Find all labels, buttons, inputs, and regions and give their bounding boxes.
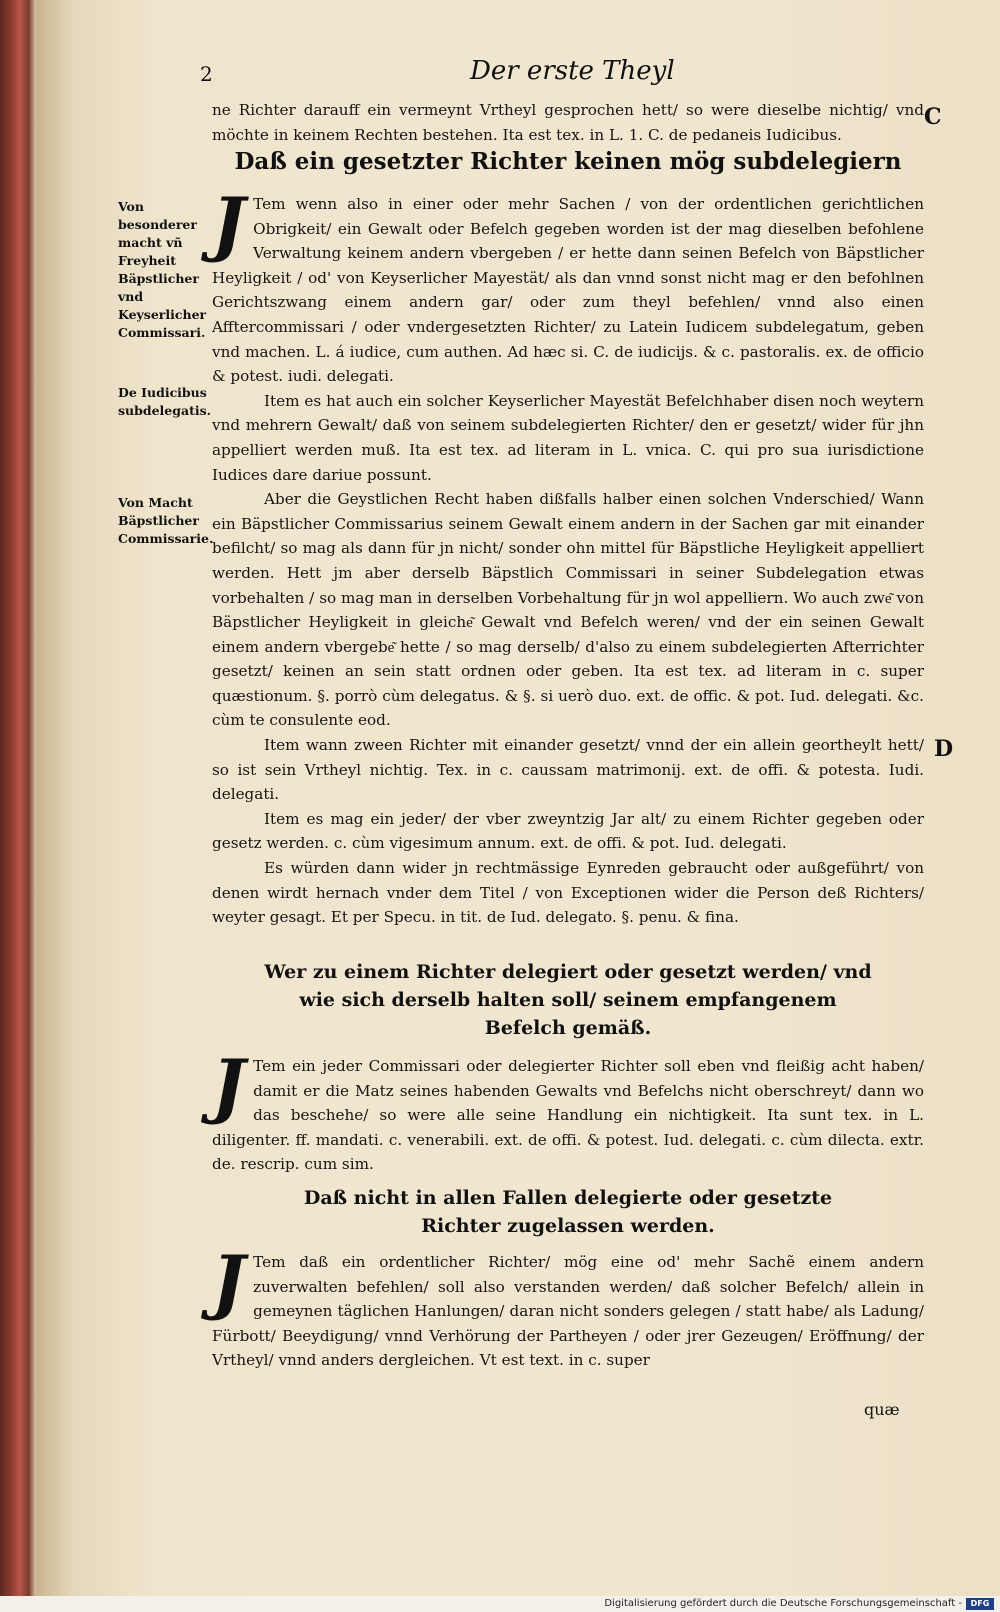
running-head: Der erste Theyl [470,56,675,86]
margin-note-3: Von Macht Bäpstlicher Commissarie. [118,495,214,546]
footer-bar [0,1596,1000,1612]
section-2-body [212,1044,924,1177]
paragraph-5: Item es mag ein jeder/ der vber zweyntzig Jar alt/ zu einem Richter gegeben oder gesetz werden. c. cùm vigesimum annum. ext. de offi. & pot. Iud. delegati. [212,809,924,853]
intro-text [212,98,924,147]
margin-note-1: Von besonderer macht vñ Freyheit Bäpstlicher vnd Keyserlicher Commissari. [118,199,207,340]
catchword: quæ [864,1400,900,1419]
paragraph-4: Item wann zween Richter mit einander gesetzt/ vnnd der ein allein geortheylt hett/ so ist sein Vrtheyl nichtig. Tex. in c. caussam matrimonij. ext. de offi. & potesta. Iudi. delegati. [212,736,924,804]
section-1-body [212,182,924,930]
section-heading-1: Daß ein gesetzter Richter keinen mög subdelegiern [234,148,902,175]
section-heading-2: Wer zu einem Richter delegiert oder gesetzt werden/ vnd wie sich derselb halten soll/ seinem empfangenem Befelch gemäß. [264,961,872,1039]
dfg-logo: DFG [966,1598,994,1610]
paragraph-7: J Tem ein jeder Commissari oder delegierter Richter soll eben vnd fleißig acht haben/ damit er die Matz seines habenden Gewalts vnd Befelchs nicht oberschreyt/ dann wo das beschehe/ so were alle seine Handlung ein nichtigkeit. Ita sunt tex. in L. diligenter. ff. mandati. c. venerabili. ext. de offi. & potest. Iud. delegati. c. cùm dilecta. extr. de. rescrip. cum sim. [212,1044,924,1174]
drop-initial-3: J [212,1240,246,1323]
paragraph-2: Item es hat auch ein solcher Keyserlicher Mayestät Befelchhaber disen noch weytern vnd mehrern Gewalt/ daß von seinem subdelegierten Richter/ den er gesetzt/ wider für jhn appelliert werden muß. Ita est tex. ad literam in L. vnica. C. qui pro sua iurisdictione Iudices dare dariue possunt. [212,391,924,484]
book-spine [0,0,36,1596]
paragraph-3: Aber die Geystlichen Recht haben dißfalls halber einen solchen Vnderschied/ Wann ein Bäpstlicher Commissarius seinem Gewalt einem andern in der Sachen gar mit einander befilcht/ so mag als dann für jn nicht/ sonder ohn mittel für Bäpstliche Heyligkeit appelliert werden. Hett jm aber derselb Bäpstlich Commissari in seiner Subdelegation etwas vorbehalten / so mag man in derselben Vorbehaltung für jn wol appelliern. Wo auch zwe͂ von Bäpstlicher Heyligkeit in gleiche͂ Gewalt vnd Befelch weren/ vnd der ein seinen Gewalt einem andern vbergebe͂ hette / so mag derselb/ d'also zu einem subdelegierten Afterrichter gesetzt/ keinen an sein statt ordnen oder geben. Ita est tex. ad literam in c. super quæstionum. §. porrò cùm delegatus. & §. si uerò duo. ext. de offic. & pot. Iud. delegati. &c. cùm te consulente eod. [212,490,924,730]
intro-paragraph: ne Richter darauff ein vermeynt Vrtheyl gesprochen hett/ so were dieselbe nichtig/ vnd möchte in keinem Rechten bestehen. Ita est tex. in L. 1. C. de pedaneis Iudicibus. [212,101,924,144]
section-3-body [212,1240,924,1373]
drop-initial-2: J [212,1044,246,1127]
footer-credit: Digitalisierung gefördert durch die Deutsche Forschungsgemeinschaft - [604,1598,962,1609]
section-heading-3: Daß nicht in allen Fallen delegierte oder gesetzte Richter zugelassen werden. [303,1187,833,1237]
paragraph-8: J Tem daß ein ordentlicher Richter/ mög eine od' mehr Sachẽ einem andern zuverwalten befehlen/ soll also verstanden werden/ daß solcher Befelch/ allein in gemeynen täglichen Hanlungen/ daran nicht sonders gelegen / statt habe/ als Ladung/ Fürbott/ Beeydigung/ vnnd Verhörung der Partheyen / oder jrer Gezeugen/ Eröffnung/ der Vrtheyl/ vnnd anders dergleichen. Vt est text. in c. super [212,1240,924,1370]
edge-mark-c: C [924,104,942,130]
paragraph-6: Es würden dann wider jn rechtmässige Eynreden gebraucht oder außgeführt/ von denen wirdt hernach vnder dem Titel / von Exceptionen wider die Person deß Richters/ weyter gesagt. Et per Specu. in tit. de Iud. delegato. §. penu. & fina. [212,859,924,927]
drop-initial-1: J [212,182,246,265]
paragraph-1: J Tem wenn also in einer oder mehr Sachen / von der ordentlichen gerichtlichen Obrigkeit/ ein Gewalt oder Befelch gegeben worden ist der mag dieselben befohlene Verwaltung keinem andern vbergeben / er hette dann seinen Befelch von Bäpstlicher Heyligkeit / od' von Keyserlicher Mayestät/ als dan vnnd sonst nicht mag er den befohlnen Gerichtszwang einem andern gar/ oder zum theyl befehlen/ vnnd also einen Afftercommissari / oder vndergesetzten Richter/ zu Latein Iudicem subdelegatum, geben vnd machen. L. á iudice, cum authen. Ad hæc si. C. de iudicijs. & c. pastoralis. ex. de officio & potest. iudi. delegati. [212,182,924,386]
margin-note-2: De Iudicibus subdelegatis. [118,385,212,418]
page-number: 2 [200,62,213,86]
edge-mark-d: D [934,736,954,762]
